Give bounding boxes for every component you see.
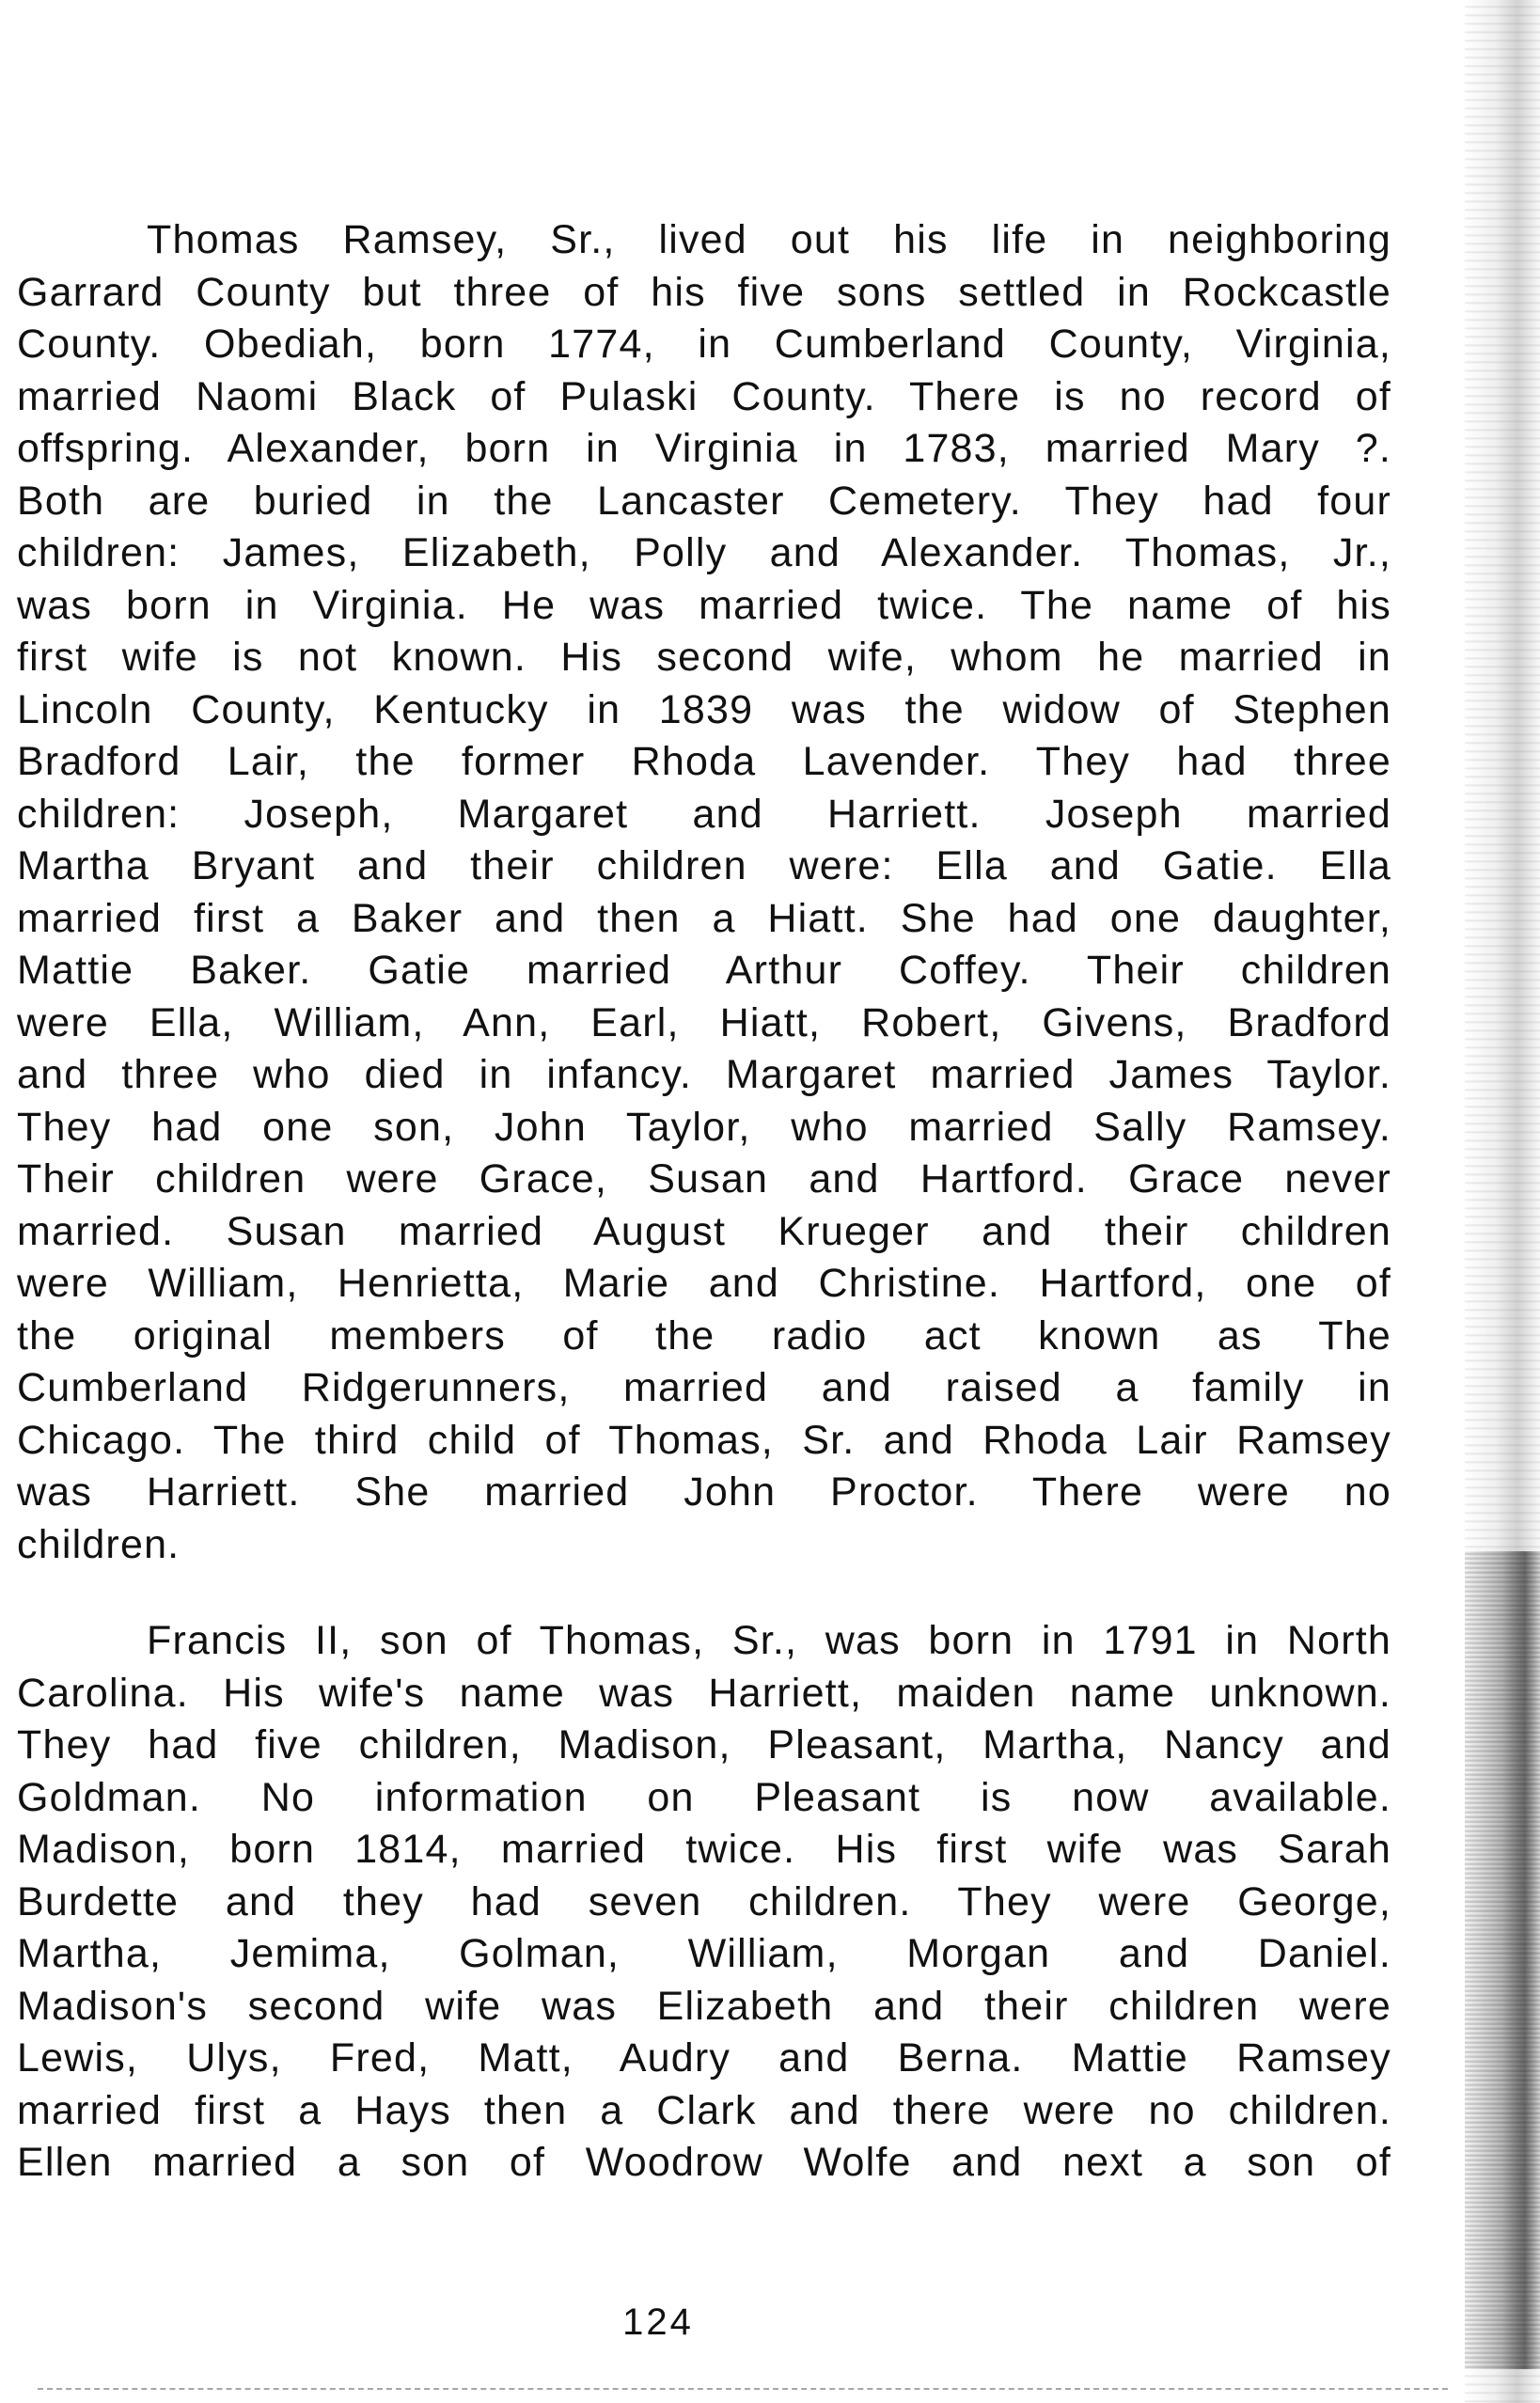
paragraph-line: They had one son, John Taylor, who married Sally Ramsey. — [17, 1104, 1391, 1150]
paragraph-line: married first a Baker and then a Hiatt. She had one daughter, — [17, 895, 1391, 941]
paragraph-line: Garrard County but three of his five sons settled in Rockcastle — [17, 269, 1391, 315]
scan-binding-shadow — [1465, 1551, 1540, 2369]
paragraph-line: Chicago. The third child of Thomas, Sr. and Rhoda Lair Ramsey — [17, 1417, 1391, 1463]
paragraph-line: Their children were Grace, Susan and Hartford. Grace never — [17, 1156, 1391, 1202]
paragraph-line: and three who died in infancy. Margaret married James Taylor. — [17, 1052, 1391, 1097]
paragraph-line: Both are buried in the Lancaster Cemetery. They had four — [17, 478, 1391, 524]
paragraph-line: married first a Hays then a Clark and there were no children. — [17, 2087, 1391, 2133]
paragraph-line: children. — [17, 1521, 181, 1567]
paragraph-line: Bradford Lair, the former Rhoda Lavender. They had three — [17, 739, 1391, 784]
paragraph-line: offspring. Alexander, born in Virginia in 1783, married Mary ?. — [17, 426, 1391, 471]
paragraph-line: were Ella, William, Ann, Earl, Hiatt, Robert, Givens, Bradford — [17, 999, 1391, 1045]
paragraph-line: Thomas Ramsey, Sr., lived out his life in neighboring — [147, 217, 1391, 262]
paragraph-line: the original members of the radio act known as The — [17, 1312, 1391, 1359]
paragraph-line: married. Susan married August Krueger and their children — [17, 1208, 1391, 1254]
paragraph-line: children: Joseph, Margaret and Harriett. Joseph married — [17, 791, 1391, 837]
paragraph-line: was born in Virginia. He was married twice. The name of his — [17, 582, 1391, 628]
paragraph-line: County. Obediah, born 1774, in Cumberland County, Virginia, — [17, 322, 1391, 367]
paragraph-line: married Naomi Black of Pulaski County. There is no record of — [17, 373, 1391, 419]
paragraph-line: Carolina. His wife's name was Harriett, maiden name unknown. — [17, 1670, 1391, 1716]
paragraph-line: Cumberland Ridgerunners, married and raised a family in — [17, 1365, 1391, 1410]
paragraph-line: They had five children, Madison, Pleasant, Martha, Nancy and — [17, 1722, 1391, 1767]
scan-bottom-edge — [38, 2388, 1448, 2390]
page-number: 124 — [622, 2301, 694, 2343]
paragraph-line: Lincoln County, Kentucky in 1839 was the widow of Stephen — [17, 686, 1391, 732]
paragraph-francis-ii — [17, 1615, 1391, 2190]
paragraph-thomas-ramsey — [17, 214, 1391, 1571]
paragraph-line: Francis II, son of Thomas, Sr., was born in 1791 in North — [147, 1618, 1391, 1663]
paragraph-line: Ellen married a son of Woodrow Wolfe and next a son of — [17, 2140, 1391, 2185]
paragraph-line: first wife is not known. His second wife, whom he married in — [17, 635, 1391, 680]
paragraph-line: Burdette and they had seven children. They were George, — [17, 1878, 1391, 1924]
paragraph-line: Madison's second wife was Elizabeth and their children were — [17, 1983, 1391, 2029]
paragraph-line: Mattie Baker. Gatie married Arthur Coffey. Their children — [17, 948, 1391, 993]
paragraph-line: were William, Henrietta, Marie and Christine. Hartford, one of — [17, 1261, 1391, 1306]
paragraph-line: Lewis, Ulys, Fred, Matt, Audry and Berna. Mattie Ramsey — [17, 2035, 1391, 2081]
paragraph-line: Martha Bryant and their children were: Ella and Gatie. Ella — [17, 843, 1391, 888]
paragraph-line: Goldman. No information on Pleasant is now available. — [17, 1774, 1391, 1820]
paragraph-line: Martha, Jemima, Golman, William, Morgan and Daniel. — [17, 1931, 1391, 1976]
paragraph-line: children: James, Elizabeth, Polly and Alexander. Thomas, Jr., — [17, 530, 1391, 575]
paragraph-line: Madison, born 1814, married twice. His first wife was Sarah — [17, 1827, 1391, 1872]
paragraph-line: was Harriett. She married John Proctor. There were no — [17, 1469, 1391, 1515]
